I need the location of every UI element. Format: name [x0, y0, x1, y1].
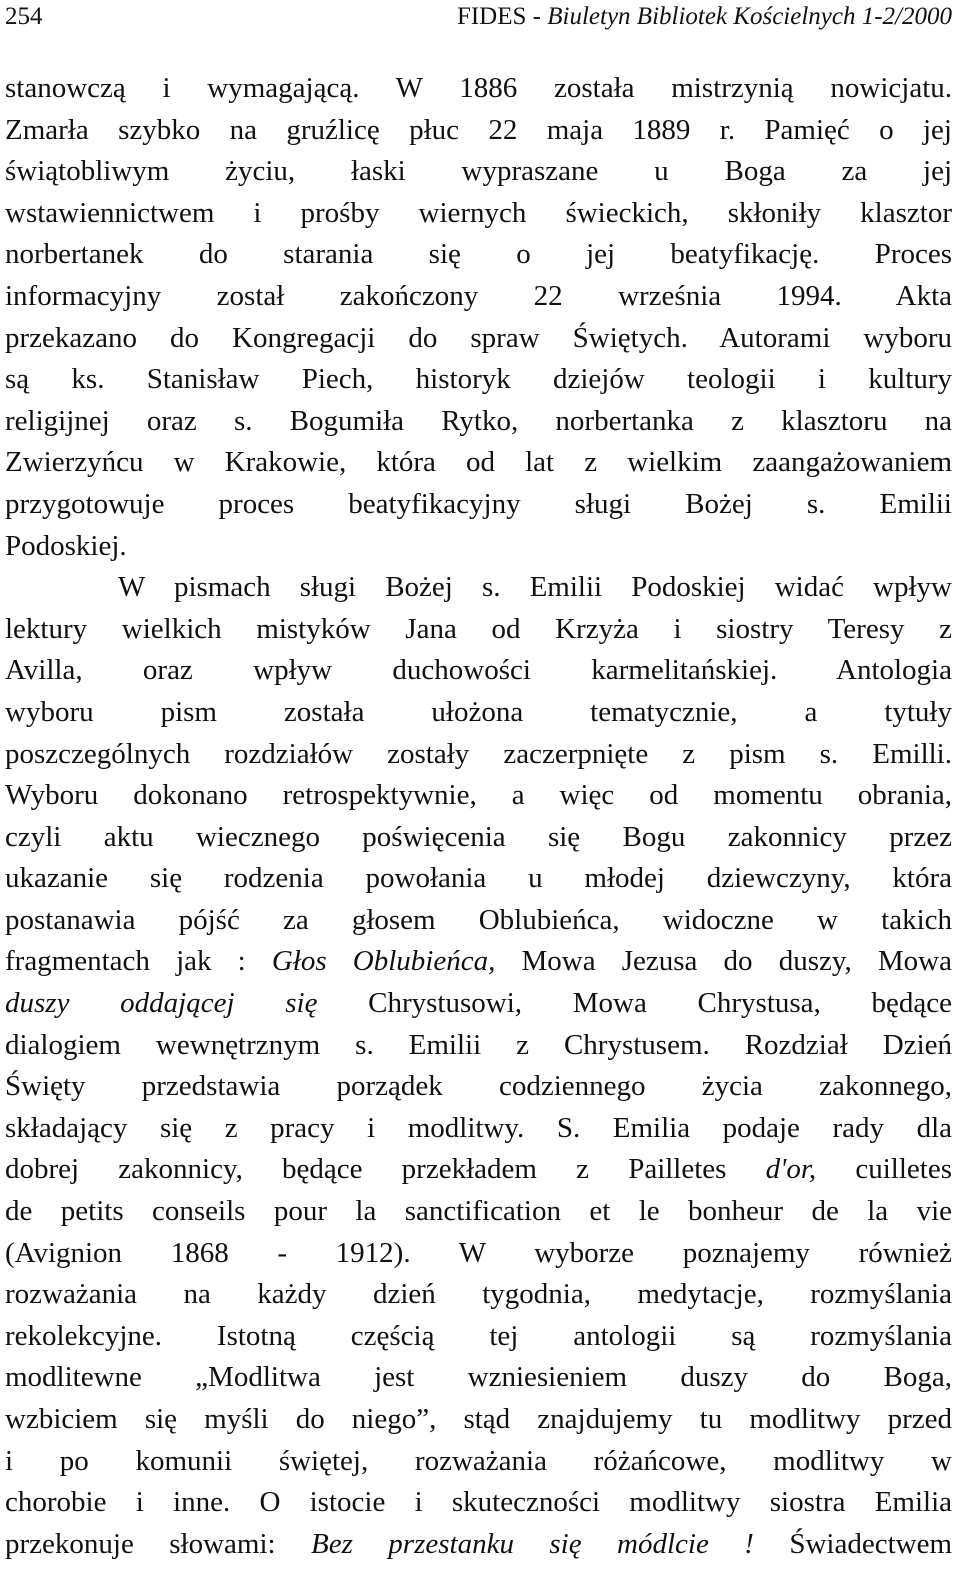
text-line — [5, 941, 952, 983]
text-line — [5, 1233, 952, 1275]
text-line — [5, 1025, 952, 1067]
text-line — [5, 442, 952, 484]
text-line — [5, 775, 952, 817]
italic-text: d'or, — [765, 1153, 817, 1186]
text-line — [5, 1441, 952, 1483]
text-segment: ukazanie się rodzenia powołania u młodej dziewczyny, która — [5, 862, 952, 895]
text-line — [5, 193, 952, 235]
text-line — [5, 1191, 952, 1233]
text-line — [5, 1524, 952, 1566]
text-segment: są ks. Stanisław Piech, historyk dziejów teologii i kultury — [5, 363, 952, 396]
text-line — [5, 1482, 952, 1524]
text-segment: Avilla, oraz wpływ duchowości karmelitańskiej. Antologia — [5, 654, 952, 687]
text-segment: stanowczą i wymagającą. W 1886 została mistrzynią nowicjatu. — [5, 72, 952, 104]
text-segment: Zwierzyńcu w Krakowie, która od lat z wielkim zaangażowaniem — [5, 446, 952, 479]
text-line — [5, 734, 952, 776]
text-line — [5, 817, 952, 859]
text-segment: Zmarła szybko na gruźlicę płuc 22 maja 1889 r. Pamięć o jej — [5, 113, 952, 146]
text-segment: poszczególnych rozdziałów zostały zaczerpnięte z pism s. Emilli. — [5, 737, 952, 770]
text-segment: de petits conseils pour la sanctification et le bonheur de la vie — [5, 1195, 952, 1228]
text-line — [5, 609, 952, 651]
text-line — [5, 484, 952, 526]
text-segment: Wyboru dokonano retrospektywnie, a więc od momentu obrania, — [5, 779, 952, 812]
text-segment: dobrej zakonnicy, będące przekładem z Pailletes — [5, 1153, 766, 1186]
text-segment: rekolekcyjne. Istotną częścią tej antologii są rozmyślania — [5, 1319, 952, 1352]
text-segment: Święty przedstawia porządek codziennego życia zakonnego, — [5, 1070, 952, 1103]
text-segment: religijnej oraz s. Bogumiła Rytko, norbertanka z klasztoru na — [5, 404, 952, 437]
text-line — [5, 318, 952, 360]
text-line — [5, 1066, 952, 1108]
text-line — [5, 401, 952, 443]
text-segment: składający się z pracy i modlitwy. S. Emilia podaje rady dla — [5, 1111, 952, 1144]
text-segment: przekazano do Kongregacji do spraw Świętych. Autorami wyboru — [5, 321, 952, 354]
text-segment: Podoskiej. — [5, 529, 127, 562]
text-line — [5, 1399, 952, 1441]
text-segment: chorobie i inne. O istocie i skuteczności modlitwy siostra Emilia — [5, 1486, 952, 1519]
text-segment: rozważania na każdy dzień tygodnia, medytacje, rozmyślania — [5, 1278, 952, 1311]
text-segment: Mowa Jezusa do duszy, Mowa — [495, 945, 952, 978]
italic-text: Głos Oblubieńca, — [271, 945, 496, 978]
text-line — [5, 110, 952, 152]
journal-name: FIDES - — [456, 3, 548, 30]
text-line — [5, 900, 952, 942]
text-segment: W pismach sługi Bożej s. Emilii Podoskiej widać wpływ — [118, 571, 952, 604]
text-segment: przygotowuje proces beatyfikacyjny sługi Bożej s. Emilii — [5, 487, 952, 520]
text-segment: czyli aktu wiecznego poświęcenia się Bogu zakonnicy przez — [5, 820, 952, 853]
page-header — [5, 2, 952, 32]
text-line — [5, 858, 952, 900]
text-segment: świątobliwym życiu, łaski wypraszane u Boga za jej — [5, 155, 952, 188]
text-segment: dialogiem wewnętrznym s. Emilii z Chrystusem. Rozdział Dzień — [5, 1028, 952, 1061]
text-segment: lektury wielkich mistyków Jana od Krzyża i siostry Teresy z — [5, 612, 952, 645]
text-segment: i po komunii świętej, rozważania różańcowe, modlitwy w — [5, 1444, 952, 1477]
text-segment: modlitewne „Modlitwa jest wzniesieniem duszy do Boga, — [5, 1361, 952, 1394]
text-line — [5, 359, 952, 401]
italic-text: Bez przestanku się módlcie ! — [311, 1527, 754, 1560]
text-segment: Świadectwem — [753, 1527, 952, 1560]
text-line — [5, 1149, 952, 1191]
text-line — [5, 1357, 952, 1399]
page-number: 254 — [5, 3, 43, 30]
text-segment: postanawia pójść za głosem Oblubieńca, widoczne w takich — [5, 903, 952, 936]
text-line — [5, 276, 952, 318]
text-segment: informacyjny został zakończony 22 września 1994. Akta — [5, 279, 952, 312]
italic-text: duszy oddającej się — [5, 987, 318, 1020]
text-segment: norbertanek do starania się o jej beatyfikację. Proces — [5, 238, 952, 271]
text-line — [5, 1108, 952, 1150]
text-segment: wyboru pism została ułożona tematycznie, a tytuły — [5, 695, 952, 728]
text-segment: przekonuje słowami: — [5, 1527, 312, 1560]
body-text — [5, 68, 952, 1565]
text-line — [5, 983, 952, 1025]
text-segment: (Avignion 1868 - 1912). W wyborze poznajemy również — [5, 1236, 952, 1269]
text-line — [5, 650, 952, 692]
running-head — [457, 2, 952, 32]
journal-subtitle: Biuletyn Bibliotek Kościelnych 1-2/2000 — [547, 3, 952, 30]
text-segment: cuilletes — [816, 1153, 952, 1186]
text-segment: Chrystusowi, Mowa Chrystusa, będące — [317, 987, 952, 1020]
text-segment: wstawiennictwem i prośby wiernych świeckich, skłoniły klasztor — [5, 196, 952, 229]
text-line — [5, 151, 952, 193]
text-line — [5, 1274, 952, 1316]
text-line — [5, 68, 952, 110]
text-line — [5, 234, 952, 276]
text-line — [5, 1316, 952, 1358]
text-segment: fragmentach jak : — [5, 945, 272, 978]
text-line — [5, 567, 952, 609]
text-segment: wzbiciem się myśli do niego”, stąd znajdujemy tu modlitwy przed — [5, 1403, 952, 1435]
text-line — [5, 526, 952, 568]
text-line — [5, 692, 952, 734]
